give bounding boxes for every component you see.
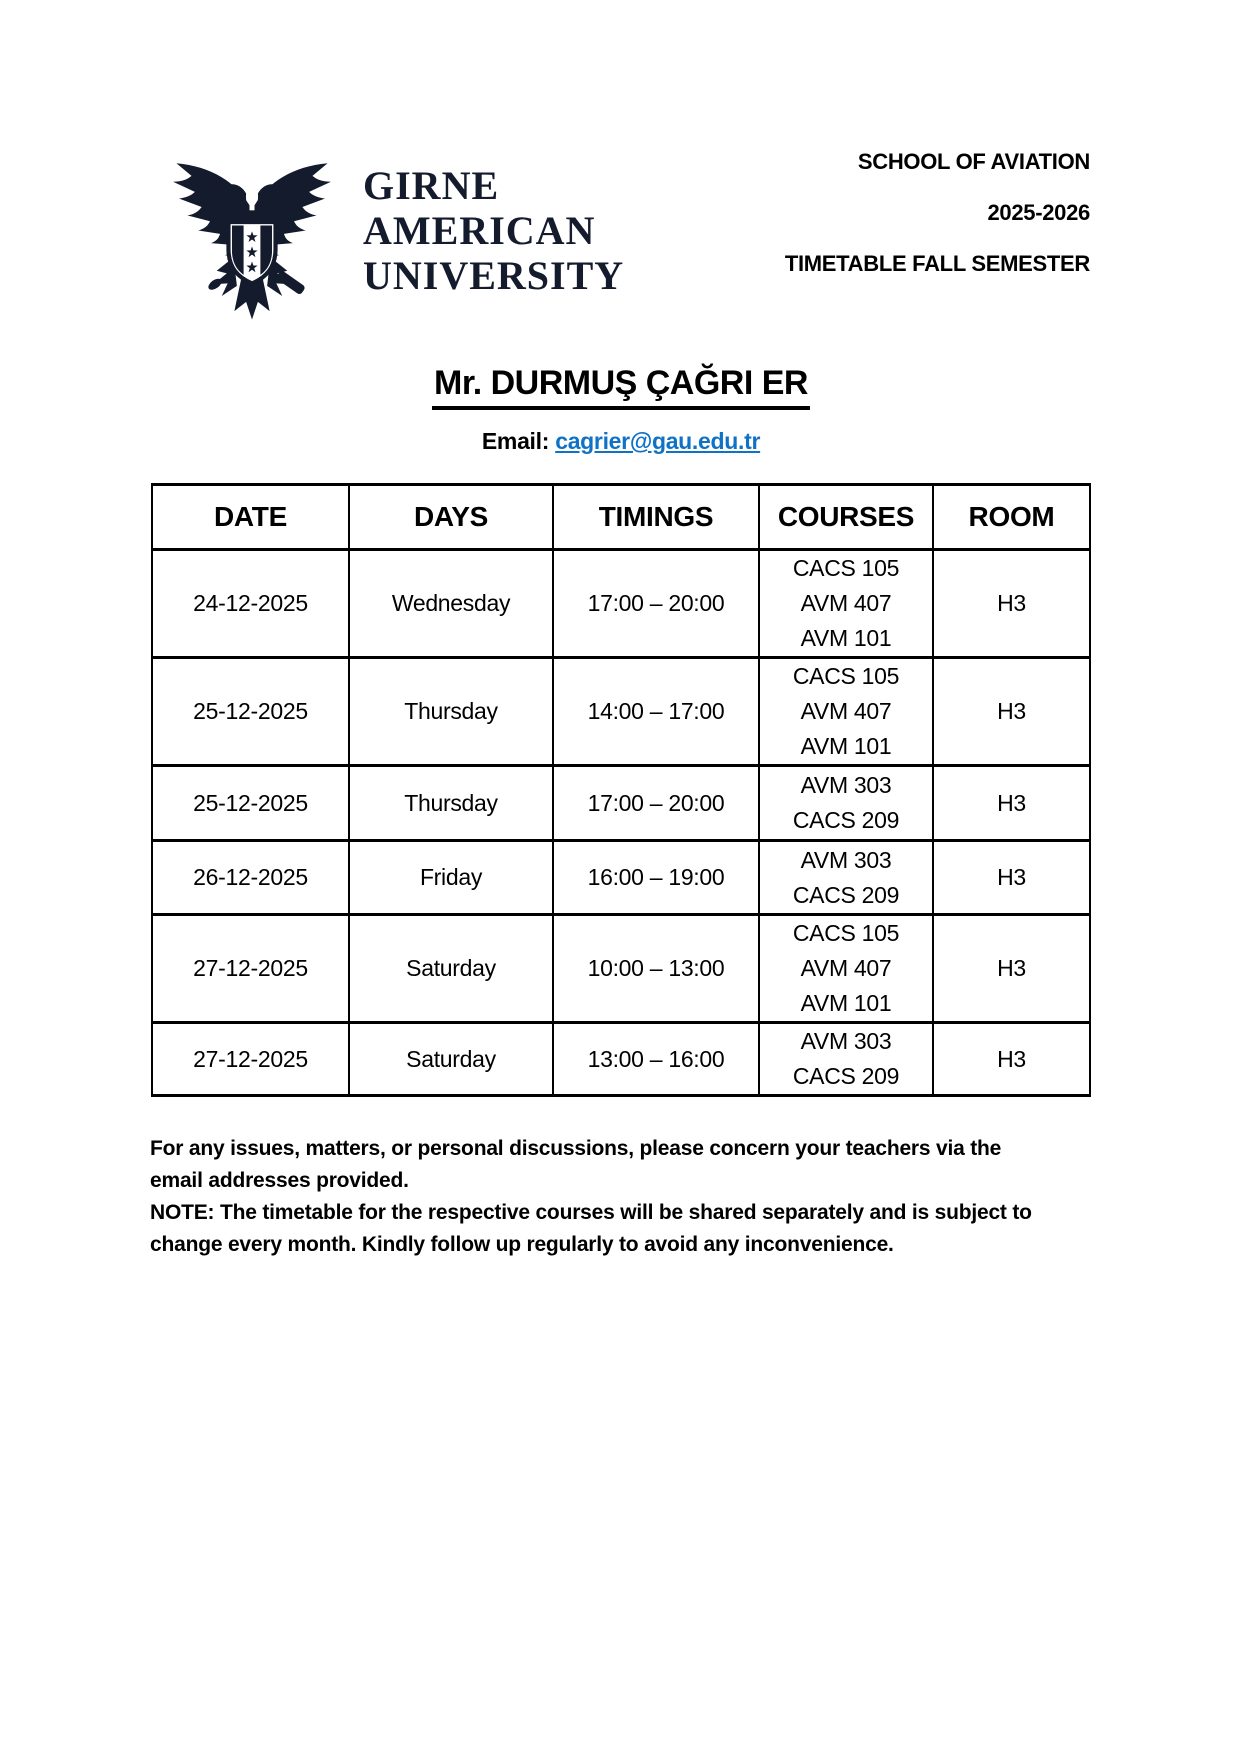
timing-cell: 17:00 – 20:00	[553, 766, 759, 841]
room-cell: H3	[933, 766, 1090, 841]
academic-year: 2025-2026	[987, 200, 1090, 225]
date-cell: 25-12-2025	[152, 658, 349, 766]
col-header-courses: COURSES	[759, 485, 933, 550]
date-cell: 27-12-2025	[152, 915, 349, 1023]
day-cell: Wednesday	[349, 550, 553, 658]
day-cell: Saturday	[349, 915, 553, 1023]
col-header-room: ROOM	[933, 485, 1090, 550]
room-cell: H3	[933, 1023, 1090, 1096]
courses-cell	[759, 841, 933, 915]
note-line: email addresses provided.	[150, 1169, 409, 1192]
col-header-date: DATE	[152, 485, 349, 550]
timing-cell: 16:00 – 19:00	[553, 841, 759, 915]
course-code: AVM 101	[800, 990, 892, 1016]
course-code: AVM 101	[800, 733, 892, 759]
course-code: AVM 303	[800, 1028, 892, 1054]
day-cell: Thursday	[349, 766, 553, 841]
date-cell: 26-12-2025	[152, 841, 349, 915]
col-header-timings: TIMINGS	[553, 485, 759, 550]
day-cell: Saturday	[349, 1023, 553, 1096]
timetable-row	[152, 550, 1090, 658]
university-wordmark	[363, 163, 624, 298]
timetable-row	[152, 658, 1090, 766]
courses-cell	[759, 658, 933, 766]
timetable-body	[152, 550, 1090, 1096]
room-cell: H3	[933, 841, 1090, 915]
course-code: CACS 209	[792, 1063, 900, 1089]
email-line	[0, 428, 1242, 455]
email-link[interactable]: cagrier@gau.edu.tr	[555, 428, 761, 454]
course-code: AVM 303	[800, 846, 892, 873]
note-line: For any issues, matters, or personal discussions, please concern your teachers via the	[150, 1137, 1002, 1160]
note-line: change every month. Kindly follow up regularly to avoid any inconvenience.	[150, 1233, 894, 1256]
course-code: AVM 407	[800, 955, 892, 981]
course-code: CACS 105	[792, 663, 900, 689]
room-cell: H3	[933, 658, 1090, 766]
timing-cell: 10:00 – 13:00	[553, 915, 759, 1023]
document-header	[785, 150, 1090, 303]
room-cell: H3	[933, 550, 1090, 658]
semester-label: TIMETABLE FALL SEMESTER	[784, 251, 1090, 276]
university-logo-eagle-icon	[168, 144, 336, 322]
day-cell: Thursday	[349, 658, 553, 766]
wordmark-line: UNIVERSITY	[363, 253, 625, 298]
timetable-row	[152, 915, 1090, 1023]
col-header-days: DAYS	[349, 485, 553, 550]
courses-cell	[759, 766, 933, 841]
teacher-name-title: Mr. DURMUŞ ÇAĞRI ER	[432, 364, 810, 410]
day-cell: Friday	[349, 841, 553, 915]
timetable	[151, 483, 1091, 1097]
course-code: CACS 105	[792, 920, 900, 946]
course-code: AVM 407	[800, 698, 892, 724]
date-cell: 27-12-2025	[152, 1023, 349, 1096]
course-code: AVM 303	[800, 772, 892, 798]
notes-section	[150, 1133, 1150, 1261]
timetable-row	[152, 766, 1090, 841]
course-code: CACS 105	[792, 555, 900, 581]
courses-cell	[759, 915, 933, 1023]
courses-cell	[759, 1023, 933, 1096]
school-name: SCHOOL OF AVIATION	[857, 149, 1090, 174]
timetable-header-row	[152, 485, 1090, 550]
timetable-row	[152, 841, 1090, 915]
courses-cell	[759, 550, 933, 658]
timing-cell: 14:00 – 17:00	[553, 658, 759, 766]
date-cell: 24-12-2025	[152, 550, 349, 658]
wordmark-line: AMERICAN	[363, 208, 596, 253]
course-code: CACS 209	[792, 807, 900, 833]
date-cell: 25-12-2025	[152, 766, 349, 841]
note-line: NOTE: The timetable for the respective courses will be shared separately and is subject to	[150, 1201, 1032, 1224]
timetable-row	[152, 1023, 1090, 1096]
wordmark-line: GIRNE	[363, 163, 500, 208]
course-code: CACS 209	[792, 881, 900, 908]
course-code: AVM 101	[800, 625, 892, 651]
room-cell: H3	[933, 915, 1090, 1023]
timing-cell: 17:00 – 20:00	[553, 550, 759, 658]
course-code: AVM 407	[800, 590, 892, 616]
timing-cell: 13:00 – 16:00	[553, 1023, 759, 1096]
email-label: Email:	[481, 428, 550, 454]
